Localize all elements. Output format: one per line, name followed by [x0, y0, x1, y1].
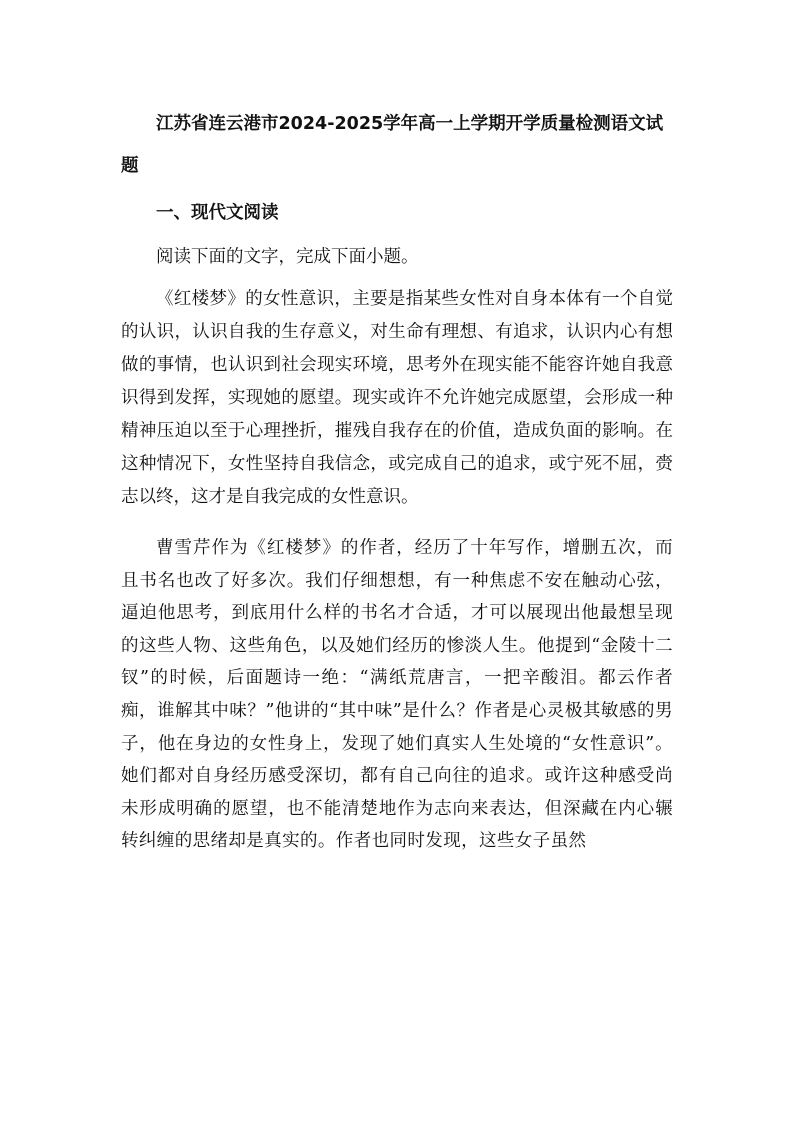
body-paragraph: 曹雪芹作为《红楼梦》的作者，经历了十年写作，增删五次，而且书名也改了好多次。我们仔细想想，有一种焦虑不安在触动心弦，逼迫他思考，到底用什么样的书名才合适，才可以展现出他最想呈现的这些人物、这些角色，以及她们经历的惨淡人生。他提到“金陵十二钗”的时候，后面题诗一绝：“满纸荒唐言，一把辛酸泪。都云作者痴，谁解其中味？”他讲的“其中味”是什么？作者是心灵极其敏感的男子，他在身边的女性身上，发现了她们真实人生处境的“女性意识”。她们都对自身经历感受深切，都有自己向往的追求。或许这种感受尚未形成明确的愿望，也不能清楚地作为志向来表达，但深藏在内心辗转纠缠的思绪却是真实的。作者也同时发现，这些女子虽然 — [121, 538, 673, 852]
document-title: 江苏省连云港市2024-2025学年高一上学期开学质量检测语文试题 — [121, 114, 664, 176]
section-heading: 一、现代文阅读 — [156, 203, 279, 223]
body-paragraph: 《红楼梦》的女性意识，主要是指某些女性对自身本体有一个自觉的认识，认识自我的生存意义，对生命有理想、有追求，认识内心有想做的事情，也认识到社会现实环境，思考外在现实能不能容许她自我意识得到发挥，实现她的愿望。现实或许不允许她完成愿望，会形成一种精神压迫以至于心理挫折，摧残自我存在的价值，造成负面的影响。在这种情况下，女性坚持自我信念，或完成自己的追求，或宁死不屈，赍志以终，这才是自我完成的女性意识。 — [121, 289, 673, 507]
reading-instruction: 阅读下面的文字，完成下面小题。 — [156, 247, 419, 267]
